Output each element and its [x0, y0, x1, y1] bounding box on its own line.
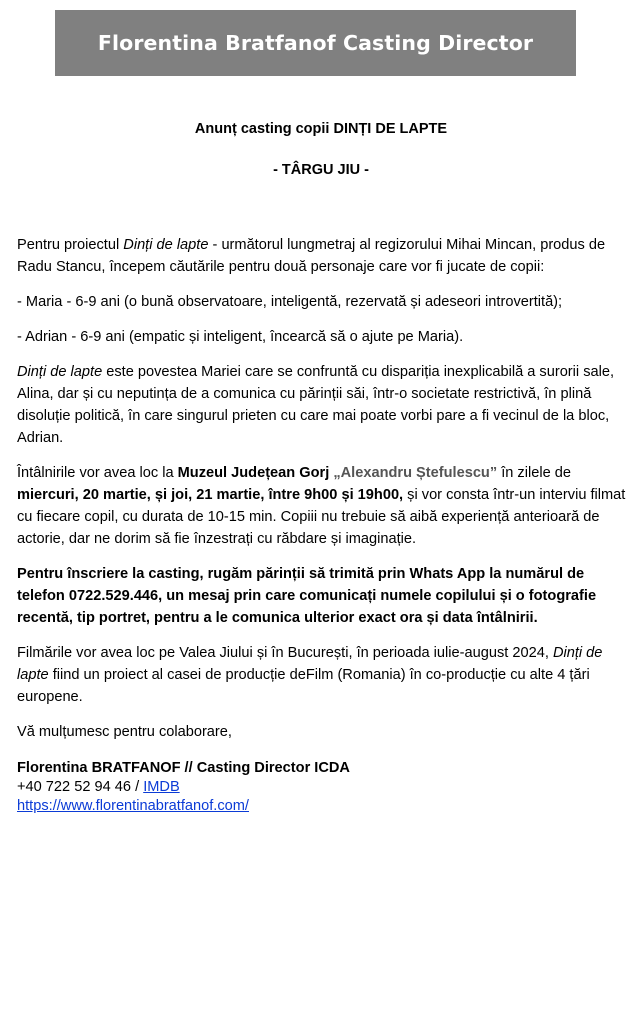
registration-paragraph: Pentru înscriere la casting, rugăm părinții să trimită prin Whats App la numărul de telefon 0722.529.446, un mesaj prin care comunicați numele copilului și o fotografie recentă, tip portret, pentru a le comunica ulterior exact ora și data întâlnirii. — [17, 566, 597, 626]
role-adrian: - Adrian - 6-9 ani (empatic și inteligent, încearcă să o ajute pe Maria). — [17, 329, 464, 345]
meetings-text-1: Întâlnirile vor avea loc la — [17, 465, 178, 481]
announcement-location: - TÂRGU JIU - — [273, 162, 369, 178]
meeting-dates: miercuri, 20 martie, și joi, 21 martie, între 9h00 și 19h00, — [17, 487, 404, 503]
meetings-paragraph — [17, 462, 629, 550]
meetings-text-3: și vor consta într-un interviu filmat cu fiecare copil, cu durata de 10-15 min. Copiii nu trebuie să aibă experiență anterioară de actorie, dar ne dorim să fie înzestrați cu răbdare și imaginație. — [17, 487, 626, 547]
venue-name: „Alexandru Ștefulescu” — [333, 465, 498, 481]
closing-line: Vă mulțumesc pentru colaborare, — [17, 724, 232, 740]
website-link[interactable]: https://www.florentinabratfanof.com/ — [17, 798, 249, 814]
announcement-title: Anunț casting copii DINȚI DE LAPTE — [194, 121, 448, 137]
filming-text-2: fiind un proiect al casei de producție deFilm (Romania) în co-producție cu alte 4 țări europene. — [17, 667, 590, 705]
filming-paragraph — [17, 642, 629, 708]
film-title-italic: Dinți de lapte — [17, 364, 103, 380]
synopsis-text: este povestea Mariei care se confruntă cu dispariția inexplicabilă a surorii sale, Alina, dar și cu neputința de a comunica cu părinții săi, într-o societate restrictivă, în plină disoluție politică, în care singurul prieten cu care mai poate vorbi pare a fi vecinul de la bloc, Adrian. — [17, 364, 615, 446]
announcement-body — [17, 234, 629, 816]
signature-block — [17, 759, 629, 816]
venue-bold: Muzeul Județean Gorj — [177, 465, 330, 481]
intro-text-1: Pentru proiectul — [17, 237, 124, 253]
filming-text-1: Filmările vor avea loc pe Valea Jiului și în București, în perioada iulie-august 2024, — [17, 645, 553, 661]
meetings-text-2: în zilele de — [497, 465, 571, 481]
signature-phone: +40 722 52 94 46 / — [17, 779, 144, 795]
intro-paragraph — [17, 234, 629, 278]
synopsis-paragraph — [17, 361, 629, 449]
intro-text-2: - următorul lungmetraj al regizorului Mihai Mincan, produs de Radu Stancu, începem căutările pentru două personaje care vor fi jucate de copii: — [17, 237, 606, 275]
signature-contact — [17, 778, 629, 797]
banner-title: Florentina Bratfanof Casting Director — [97, 31, 534, 55]
film-title-italic: Dinți de lapte — [17, 645, 603, 683]
website-line — [17, 797, 629, 816]
signature-name: Florentina BRATFANOF // Casting Director ICDA — [17, 760, 350, 776]
role-maria: - Maria - 6-9 ani (o bună observatoare, inteligentă, rezervată și adeseori introvertită); — [17, 294, 563, 310]
imdb-link[interactable]: IMDB — [143, 779, 180, 795]
film-title-italic: Dinți de lapte — [123, 237, 209, 253]
header-banner — [55, 10, 576, 76]
